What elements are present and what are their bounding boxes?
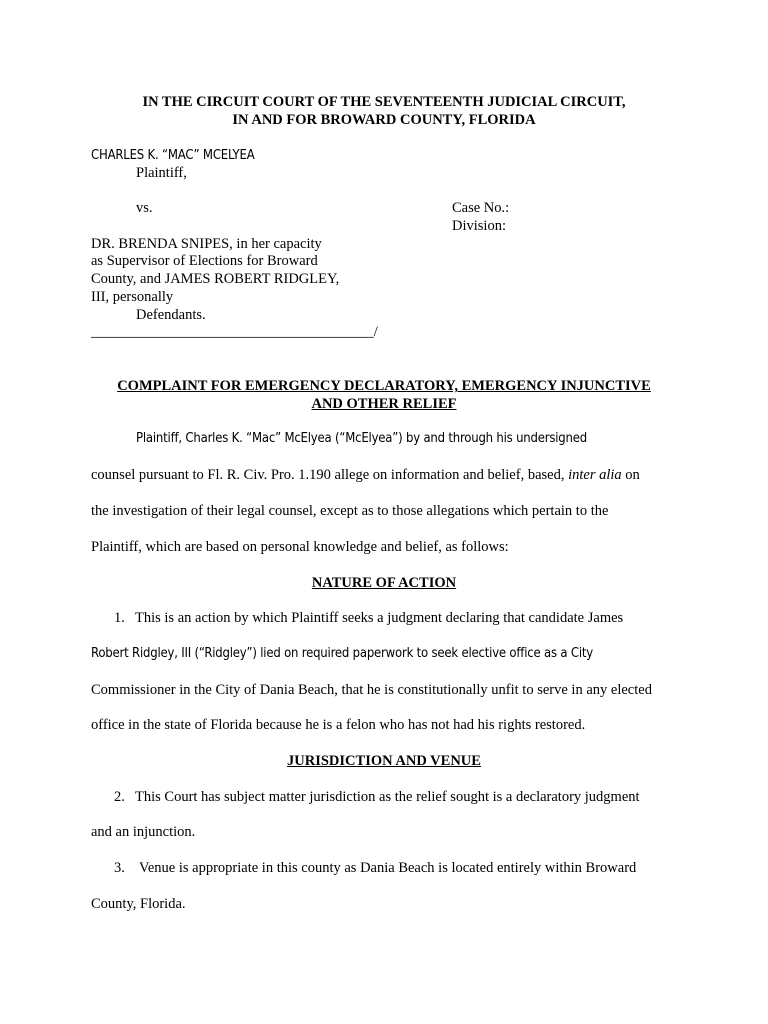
p1-line1: This is an action by which Plaintiff seeks a judgment declaring that candidate James <box>135 610 624 626</box>
intro-line2 <box>91 467 640 484</box>
p2-line1: This Court has subject matter jurisdiction as the relief sought is a declaratory judgment <box>135 789 640 805</box>
p2-line2: and an injunction. <box>91 824 196 840</box>
intro-line2-post: on <box>621 467 640 483</box>
versus: vs. <box>136 200 153 216</box>
complaint-title-line2: AND OTHER RELIEF <box>311 396 457 412</box>
p1-line3: Commissioner in the City of Dania Beach, that he is constitutionally unfit to serve in any elected <box>91 682 652 698</box>
p1-line2: Robert Ridgley, III (“Ridgley”) lied on required paperwork to seek elective office as a City <box>91 646 593 661</box>
court-header-line2: IN AND FOR BROWARD COUNTY, FLORIDA <box>232 112 536 128</box>
defendant-line: III, personally <box>91 289 174 305</box>
paragraph-number: 1. <box>114 610 125 626</box>
plaintiff-role: Plaintiff, <box>136 165 187 181</box>
p3-line1: Venue is appropriate in this county as Dania Beach is located entirely within Broward <box>139 860 637 876</box>
intro-line4: Plaintiff, which are based on personal knowledge and belief, as follows: <box>91 539 509 555</box>
case-no-label: Case No.: <box>452 200 510 216</box>
nature-of-action-heading: NATURE OF ACTION <box>311 575 457 591</box>
intro-line2-italic: inter alia <box>568 467 622 483</box>
intro-line2-pre: counsel pursuant to Fl. R. Civ. Pro. 1.190 allege on information and belief, based, <box>91 467 569 483</box>
paragraph-number: 3. <box>114 860 125 876</box>
paragraph-number: 2. <box>114 789 125 805</box>
defendant-line: as Supervisor of Elections for Broward <box>91 253 318 269</box>
caption-separator: _______________________________________/ <box>91 324 378 340</box>
defendant-line: County, and JAMES ROBERT RIDGLEY, <box>91 271 340 287</box>
p3-line2: County, Florida. <box>91 896 186 912</box>
defendant-role: Defendants. <box>136 307 206 323</box>
p1-line4: office in the state of Florida because he is a felon who has not had his rights restored. <box>91 717 586 733</box>
jurisdiction-heading: JURISDICTION AND VENUE <box>287 753 481 769</box>
intro-line3: the investigation of their legal counsel, except as to those allegations which pertain to the <box>91 503 609 519</box>
plaintiff-name: CHARLES K. “MAC” MCELYEA <box>91 148 255 163</box>
court-header-line1: IN THE CIRCUIT COURT OF THE SEVENTEENTH JUDICIAL CIRCUIT, <box>142 94 626 110</box>
intro-line1: Plaintiff, Charles K. “Mac” McElyea (“McElyea”) by and through his undersigned <box>136 431 587 446</box>
complaint-title-line1: COMPLAINT FOR EMERGENCY DECLARATORY, EMERGENCY INJUNCTIVE <box>117 378 651 394</box>
defendant-line: DR. BRENDA SNIPES, in her capacity <box>91 236 322 252</box>
division-label: Division: <box>452 218 506 234</box>
